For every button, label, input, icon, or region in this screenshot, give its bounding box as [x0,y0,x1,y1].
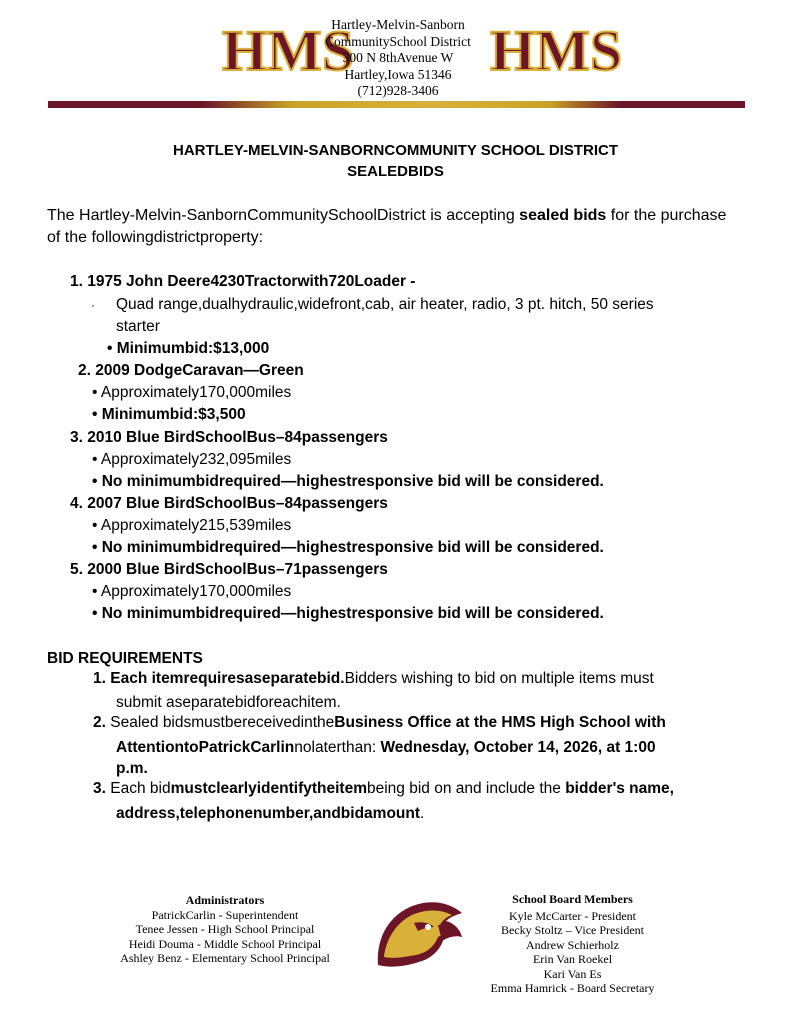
item-title: 1. 1975 John Deere4230Tractorwith720Loader - [70,273,416,290]
district-address [310,17,486,100]
board-member-name: Kari Van Es [543,966,602,981]
administrator-name: Heidi Douma - Middle School Principal [128,936,322,951]
document-title: HARTLEY-MELVIN-SANBORNCOMMUNITY SCHOOL DISTRICT [173,142,618,159]
bullet-icon: · [91,298,95,312]
sealed-bids-emphasis: sealed bids [519,207,607,224]
requirement-2: 2. Sealed bidsmustbereceivedintheBusiness Office at the HMS High School with [93,714,666,731]
board-member-name: Becky Stoltz – Vice President [500,923,645,937]
requirement-1-cont: submit aseparatebidforeachitem. [116,694,341,711]
phone-line: (712)928-3406 [357,83,439,98]
board-member-name: Andrew Schierholz [526,937,619,952]
item-detail: • Approximately170,000miles [92,384,292,401]
requirement-2-cont2: p.m. [116,760,148,777]
requirement-2-cont: AttentiontoPatrickCarlinnolaterthan: Wednesday, October 14, 2026, at 1:00 [116,739,656,756]
administrators-block [95,893,355,966]
document-subtitle: SEALEDBIDS [347,163,444,180]
board-member-name: Kyle McCarter - President [509,908,636,923]
svg-text:HMS: HMS [490,18,623,83]
item-min-bid: • Minimumbid:$3,500 [92,406,246,423]
administrators-heading: Administrators [185,893,265,907]
item-title: 3. 2010 Blue BirdSchoolBus–84passengers [70,429,388,446]
school-board-heading: School Board Members [512,892,633,906]
address-line: CommunitySchool District [325,33,471,49]
item-min-bid: • No minimumbidrequired—highestresponsive bid will be considered. [92,473,604,490]
item-detail: • Approximately170,000miles [92,583,292,600]
requirement-3: 3. Each bidmustclearlyidentifytheitembeing bid on and include the bidder's name, [93,780,674,797]
item-min-bid: • No minimumbidrequired—highestresponsive bid will be considered. [92,605,604,622]
hawk-head-icon [372,895,468,979]
requirement-3-cont: address,telephonenumber,andbidamount. [116,805,425,822]
hms-logo-right [488,18,623,98]
item-title: 5. 2000 Blue BirdSchoolBus–71passengers [70,561,388,578]
hms-logo-left [220,18,355,98]
school-board-block [475,892,670,996]
item-detail: • Approximately232,095miles [92,451,292,468]
address-line: Hartley,Iowa 51346 [344,66,452,82]
administrator-name: Ashley Benz - Elementary School Principal [120,951,330,965]
item-title: 2. 2009 DodgeCaravan—Green [78,362,304,379]
administrator-name: Tenee Jessen - High School Principal [135,922,315,936]
requirements-heading: BID REQUIREMENTS [47,650,203,667]
address-line: 300 N 8thAvenue W [342,50,454,65]
intro-paragraph: The Hartley-Melvin-SanbornCommunitySchoolDistrict is accepting sealed bids for the purchase of the followingdistrictproperty: [47,207,727,246]
svg-text:HMS: HMS [222,18,355,83]
administrator-name: PatrickCarlin - Superintendent [151,907,299,922]
requirement-1: 1. Each itemrequiresaseparatebid.Bidders wishing to bid on multiple items must [93,670,654,687]
item-min-bid: • No minimumbidrequired—highestresponsive bid will be considered. [92,539,604,556]
hms-logo-icon [490,18,622,83]
item-detail: Quad range,dualhydraulic,widefront,cab, air heater, radio, 3 pt. hitch, 50 series [116,296,654,313]
item-min-bid: • Minimumbid:$13,000 [107,340,270,357]
item-title: 4. 2007 Blue BirdSchoolBus–84passengers [70,495,388,512]
item-detail: starter [116,318,160,335]
address-line: Hartley-Melvin-Sanborn [331,17,465,32]
item-detail: • Approximately215,539miles [92,517,292,534]
board-member-name: Erin Van Roekel [532,952,613,966]
header-divider-band [48,101,745,108]
board-member-name: Emma Hamrick - Board Secretary [490,981,655,995]
